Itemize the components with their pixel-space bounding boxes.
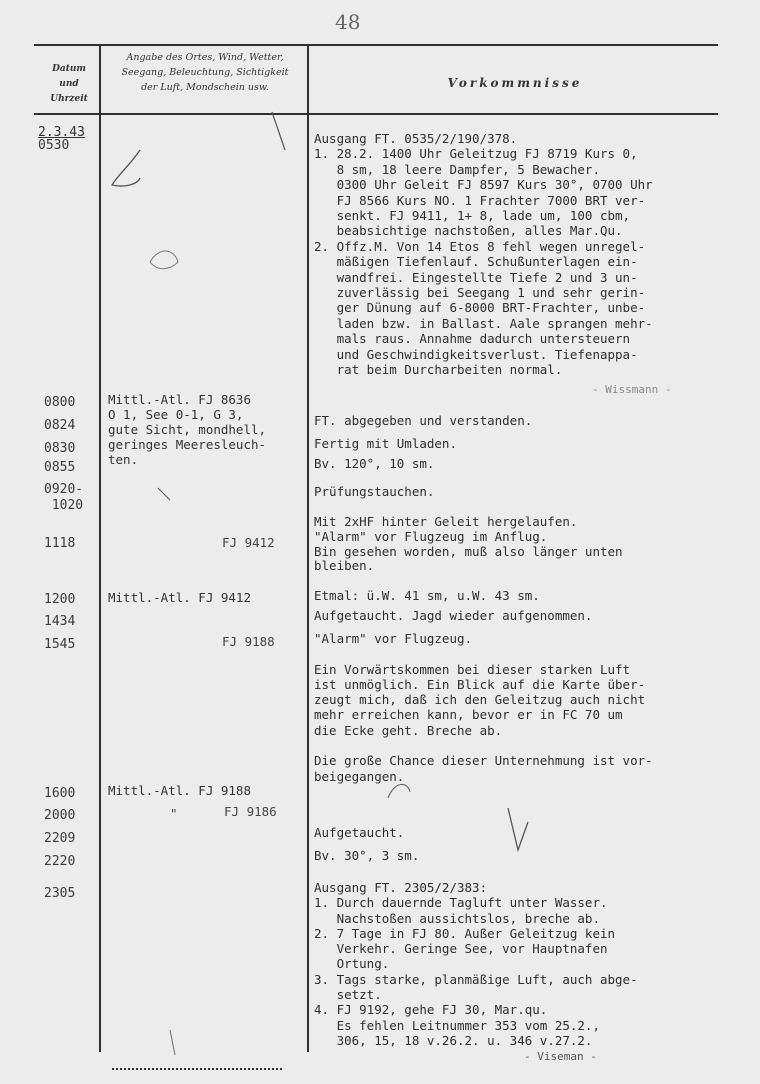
ditto-mark-2000: " bbox=[170, 806, 178, 821]
time-0824: 0824 bbox=[44, 418, 76, 433]
position-1118: FJ 9412 bbox=[222, 535, 275, 550]
event-1545: "Alarm" vor Flugzeug. Ein Vorwärtskommen bei dieser starken Luft ist unmöglich. Ein Blick auf die Karte über- zeugt mich, daß ich den Geleitzug auch nicht mehr erreichen kann, bevor er in FC 70 um die Ecke geht. Breche ab. Die große Chance dieser Unternehmung ist vor- beigegangen. bbox=[314, 631, 653, 784]
event-0920-1020: Prüfungstauchen. Mit 2xHF hinter Geleit hergelaufen. bbox=[314, 484, 578, 529]
time-2220: 2220 bbox=[44, 854, 76, 869]
page-number: 48 bbox=[335, 10, 361, 34]
date-value: 2.3.43 bbox=[38, 125, 85, 140]
time-0530: 0530 bbox=[38, 138, 70, 153]
event-0530: Ausgang FT. 0535/2/190/378. 1. 28.2. 1400 Uhr Geleitzug FJ 8719 Kurs 0, 8 sm, 18 leere Dampfer, 5 Bewacher. 0300 Uhr Geleit FJ 8597 Kurs 30°, 0700 Uhr FJ 8566 Kurs NO. 1 Frachter 7000 BRT ver- senkt. FJ 9411, 1+ 8, lade um, 100 cbm, beabsichtige nachstoßen, alles Mar.Qu. 2. Offz.M. Von 14 Etos 8 fehl wegen unregel- mäßigen Tiefenlauf. Schußunterlagen ein- wandfrei. Eingestellte Tiefe 2 und 3 un- zuverlässig bei Seegang 1 und sehr gerin- ger Dünung auf 6-8000 BRT-Frachter, unbe- laden bzw. in Ballast. Aale sprangen mehr- mals raus. Annahme dadurch untersteuern und Geschwindigkeitsverlust. Tiefenappa- rat beim Durcharbeiten normal. bbox=[314, 131, 653, 378]
event-2305: Ausgang FT. 2305/2/383: 1. Durch dauernde Tagluft unter Wasser. Nachstoßen aussichtslos, breche ab. 2. 7 Tage in FJ 80. Außer Geleitzug kein Verkehr. Geringe See, vor Hauptnafen Ortung. 3. Tags starke, planmäßige Luft, auch abge- setzt. 4. FJ 9192, gehe FJ 30, Mar.qu. Es fehlen Leitnummer 353 vom 25.2., 306, 15, 18 v.26.2. u. 346 v.27.2. bbox=[314, 880, 638, 1048]
event-0830: Fertig mit Umladen. bbox=[314, 436, 457, 451]
time-1545: 1545 bbox=[44, 637, 76, 652]
marginal-note: - Wissmann - bbox=[592, 383, 672, 396]
event-1200: Etmal: ü.W. 41 sm, u.W. 43 sm. bbox=[314, 588, 540, 603]
signature: - Viseman - bbox=[524, 1050, 597, 1063]
header-events: Vorkommnisse bbox=[447, 76, 583, 90]
header-date-line2: und bbox=[59, 79, 79, 89]
event-1118: "Alarm" vor Flugzeug im Anflug. Bin gesehen worden, muß also länger unten bleiben. bbox=[314, 529, 623, 573]
header-conditions-line2: Seegang, Beleuchtung, Sichtigkeit bbox=[121, 67, 289, 78]
time-0855: 0855 bbox=[44, 460, 76, 475]
header-conditions-line3: der Luft, Mondschein usw. bbox=[141, 82, 269, 93]
time-1600: 1600 bbox=[44, 786, 76, 801]
time-0920-1020: 0920- 1020 bbox=[44, 482, 84, 513]
event-0824: FT. abgegeben und verstanden. bbox=[314, 413, 533, 428]
time-1118: 1118 bbox=[44, 536, 76, 551]
conditions-1600: Mittl.-Atl. FJ 9188 bbox=[108, 783, 251, 798]
header-conditions-line1: Angabe des Ortes, Wind, Wetter, bbox=[126, 52, 284, 63]
time-1200: 1200 bbox=[44, 592, 76, 607]
conditions-0800: Mittl.-Atl. FJ 8636 O 1, See 0-1, G 3, gute Sicht, mondhell, geringes Meeresleuch- ten. bbox=[108, 392, 267, 467]
position-2000: FJ 9186 bbox=[224, 804, 277, 819]
event-2220: Bv. 30°, 3 sm. bbox=[314, 848, 420, 863]
time-0830: 0830 bbox=[44, 441, 76, 456]
header-date-line3: Uhrzeit bbox=[50, 94, 88, 104]
header-date-line1: Datum bbox=[52, 64, 86, 74]
time-1434: 1434 bbox=[44, 614, 76, 629]
event-1434: Aufgetaucht. Jagd wieder aufgenommen. bbox=[314, 608, 593, 623]
time-2209: 2209 bbox=[44, 831, 76, 846]
time-2000: 2000 bbox=[44, 808, 76, 823]
conditions-1200: Mittl.-Atl. FJ 9412 bbox=[108, 590, 251, 605]
event-2209: Aufgetaucht. bbox=[314, 825, 405, 840]
time-0800: 0800 bbox=[44, 395, 76, 410]
event-0855: Bv. 120°, 10 sm. bbox=[314, 456, 435, 471]
time-2305: 2305 bbox=[44, 886, 76, 901]
position-1545: FJ 9188 bbox=[222, 634, 275, 649]
